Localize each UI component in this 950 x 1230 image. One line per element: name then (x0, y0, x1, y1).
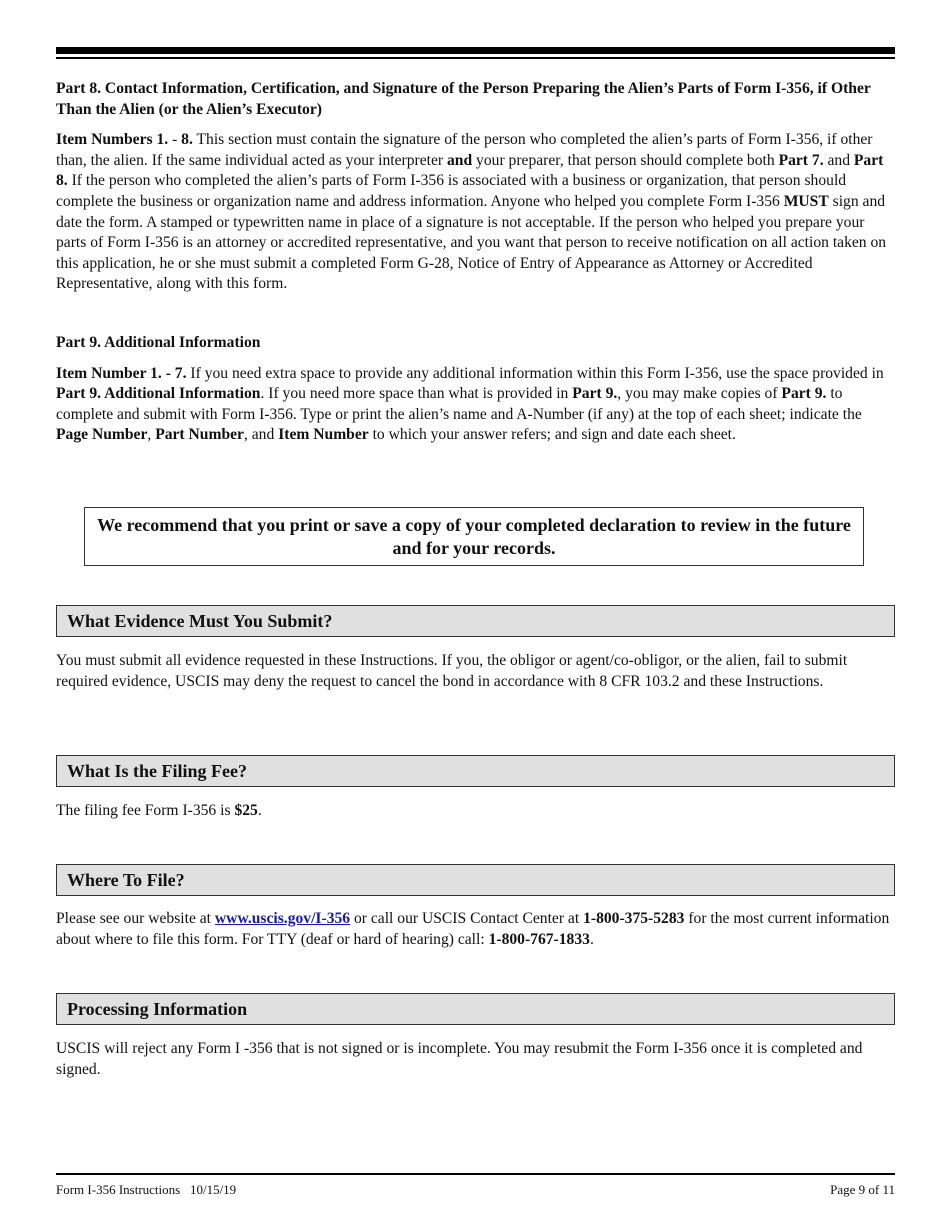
where-text-4: . (589, 930, 594, 948)
part9-text-6: , and (243, 426, 279, 444)
page-footer (56, 1182, 895, 1198)
part9-bold-6: Item Number (278, 426, 369, 444)
part9-text-3: , you may make copies of (617, 385, 782, 403)
fee-amount: $25 (234, 802, 258, 819)
part8-heading: Part 8. Contact Information, Certification, and Signature of the Person Preparing the Alien’s Parts of Form I-356, if Other Than the Alien (or the Alien’s Executor) (56, 80, 871, 118)
part9-text-2: . If you need more space than what is provided in (260, 385, 573, 403)
processing-text: USCIS will reject any Form I -356 that is not signed or is incomplete. You may resubmit the Form I-356 once it is completed and signed. (56, 1040, 863, 1078)
part8-section (56, 79, 895, 295)
part8-bold-must: MUST (783, 192, 829, 210)
fee-text-2: . (257, 802, 262, 819)
where-heading: Where To File? (56, 864, 895, 896)
part9-bold-2: Part 9. (572, 385, 618, 403)
evidence-heading: What Evidence Must You Submit? (56, 605, 895, 637)
where-text-3: for the most current information about where to file this form. For TTY (deaf or hard of hearing) call: (56, 910, 890, 948)
footer-rule (56, 1173, 895, 1175)
part9-text-7: to which your answer refers; and sign and date each sheet. (368, 426, 736, 444)
part9-section (56, 333, 895, 446)
part9-heading: Part 9. Additional Information (56, 334, 261, 351)
part8-text-3: and (823, 151, 854, 169)
part9-bold-1: Part 9. Additional Information (56, 385, 261, 403)
part9-bold-4: Page Number (56, 426, 148, 444)
processing-heading: Processing Information (56, 993, 895, 1025)
part9-bold-5: Part Number (155, 426, 244, 444)
part8-body (56, 130, 895, 295)
part9-text-5: , (147, 426, 156, 444)
where-text (56, 909, 895, 950)
part8-item-label-2: 8. (181, 131, 193, 149)
part8-text-4: If the person who completed the alien’s parts of Form I-356 is associated with a business or organization, that person should complete the business or organization name and address information. Anyone who helped you complete Form I-356 (56, 172, 847, 210)
part8-item-label: Item Numbers 1. (56, 131, 169, 149)
footer-form-id: Form I-356 Instructions 10/15/19 (56, 1182, 237, 1197)
tty-phone: 1-800-767-1833 (488, 930, 590, 948)
recommendation-callout: We recommend that you print or save a copy of your completed declaration to review in the future and for your records. (84, 507, 864, 566)
contact-center-phone: 1-800-375-5283 (583, 910, 685, 927)
part9-text-1: If you need extra space to provide any additional information within this Form I-356, use the space provided in (186, 364, 884, 382)
uscis-website-link[interactable]: www.uscis.gov/I-356 (214, 910, 351, 927)
fee-text (56, 801, 895, 822)
evidence-text: You must submit all evidence requested in these Instructions. If you, the obligor or agent/co-obligor, or the alien, fail to submit required evidence, USCIS may deny the request to cancel the bond in accordance with 8 CFR 103.2 and these Instructions. (56, 652, 848, 690)
fee-text-1: The filing fee Form I-356 is (56, 802, 235, 819)
header-rule-thick (56, 47, 895, 54)
part9-body (56, 364, 895, 446)
where-text-2: or call our USCIS Contact Center at (350, 910, 584, 927)
where-text-1: Please see our website at (56, 910, 215, 927)
part9-text-4: to complete and submit with Form I-356. Type or print the alien’s name and A-Number (if any) at the top of each sheet; indicate the (56, 385, 862, 423)
part8-item-dash: - (168, 131, 182, 149)
part8-text-1: This section must contain the signature of the person who completed the alien’s parts of Form I-356, if other than, the alien. If the same individual acted as your interpreter (56, 131, 873, 169)
part8-text-5: sign and date the form. A stamped or typewritten name in place of a signature is not acceptable. If the person who helped you prepare your parts of Form I-356 is an attorney or accredited representative, and you want that person to receive notification on all action taken on this application, he or she must submit a completed Form G-28, Notice of Entry of Appearance as Attorney or Accredited Representative, along with this form. (56, 192, 887, 293)
footer-page-number: Page 9 of 11 (830, 1182, 895, 1197)
part8-bold-part8: Part 8. (56, 151, 884, 190)
part8-text-2: your preparer, that person should complete both (472, 151, 779, 169)
part8-bold-and: and (447, 151, 473, 169)
header-rule-thin (56, 57, 895, 59)
part9-item-label: Item Number 1. - 7. (56, 364, 187, 382)
fee-heading: What Is the Filing Fee? (56, 755, 895, 787)
part8-bold-part7: Part 7. (778, 151, 824, 169)
part9-bold-3: Part 9. (781, 385, 827, 403)
